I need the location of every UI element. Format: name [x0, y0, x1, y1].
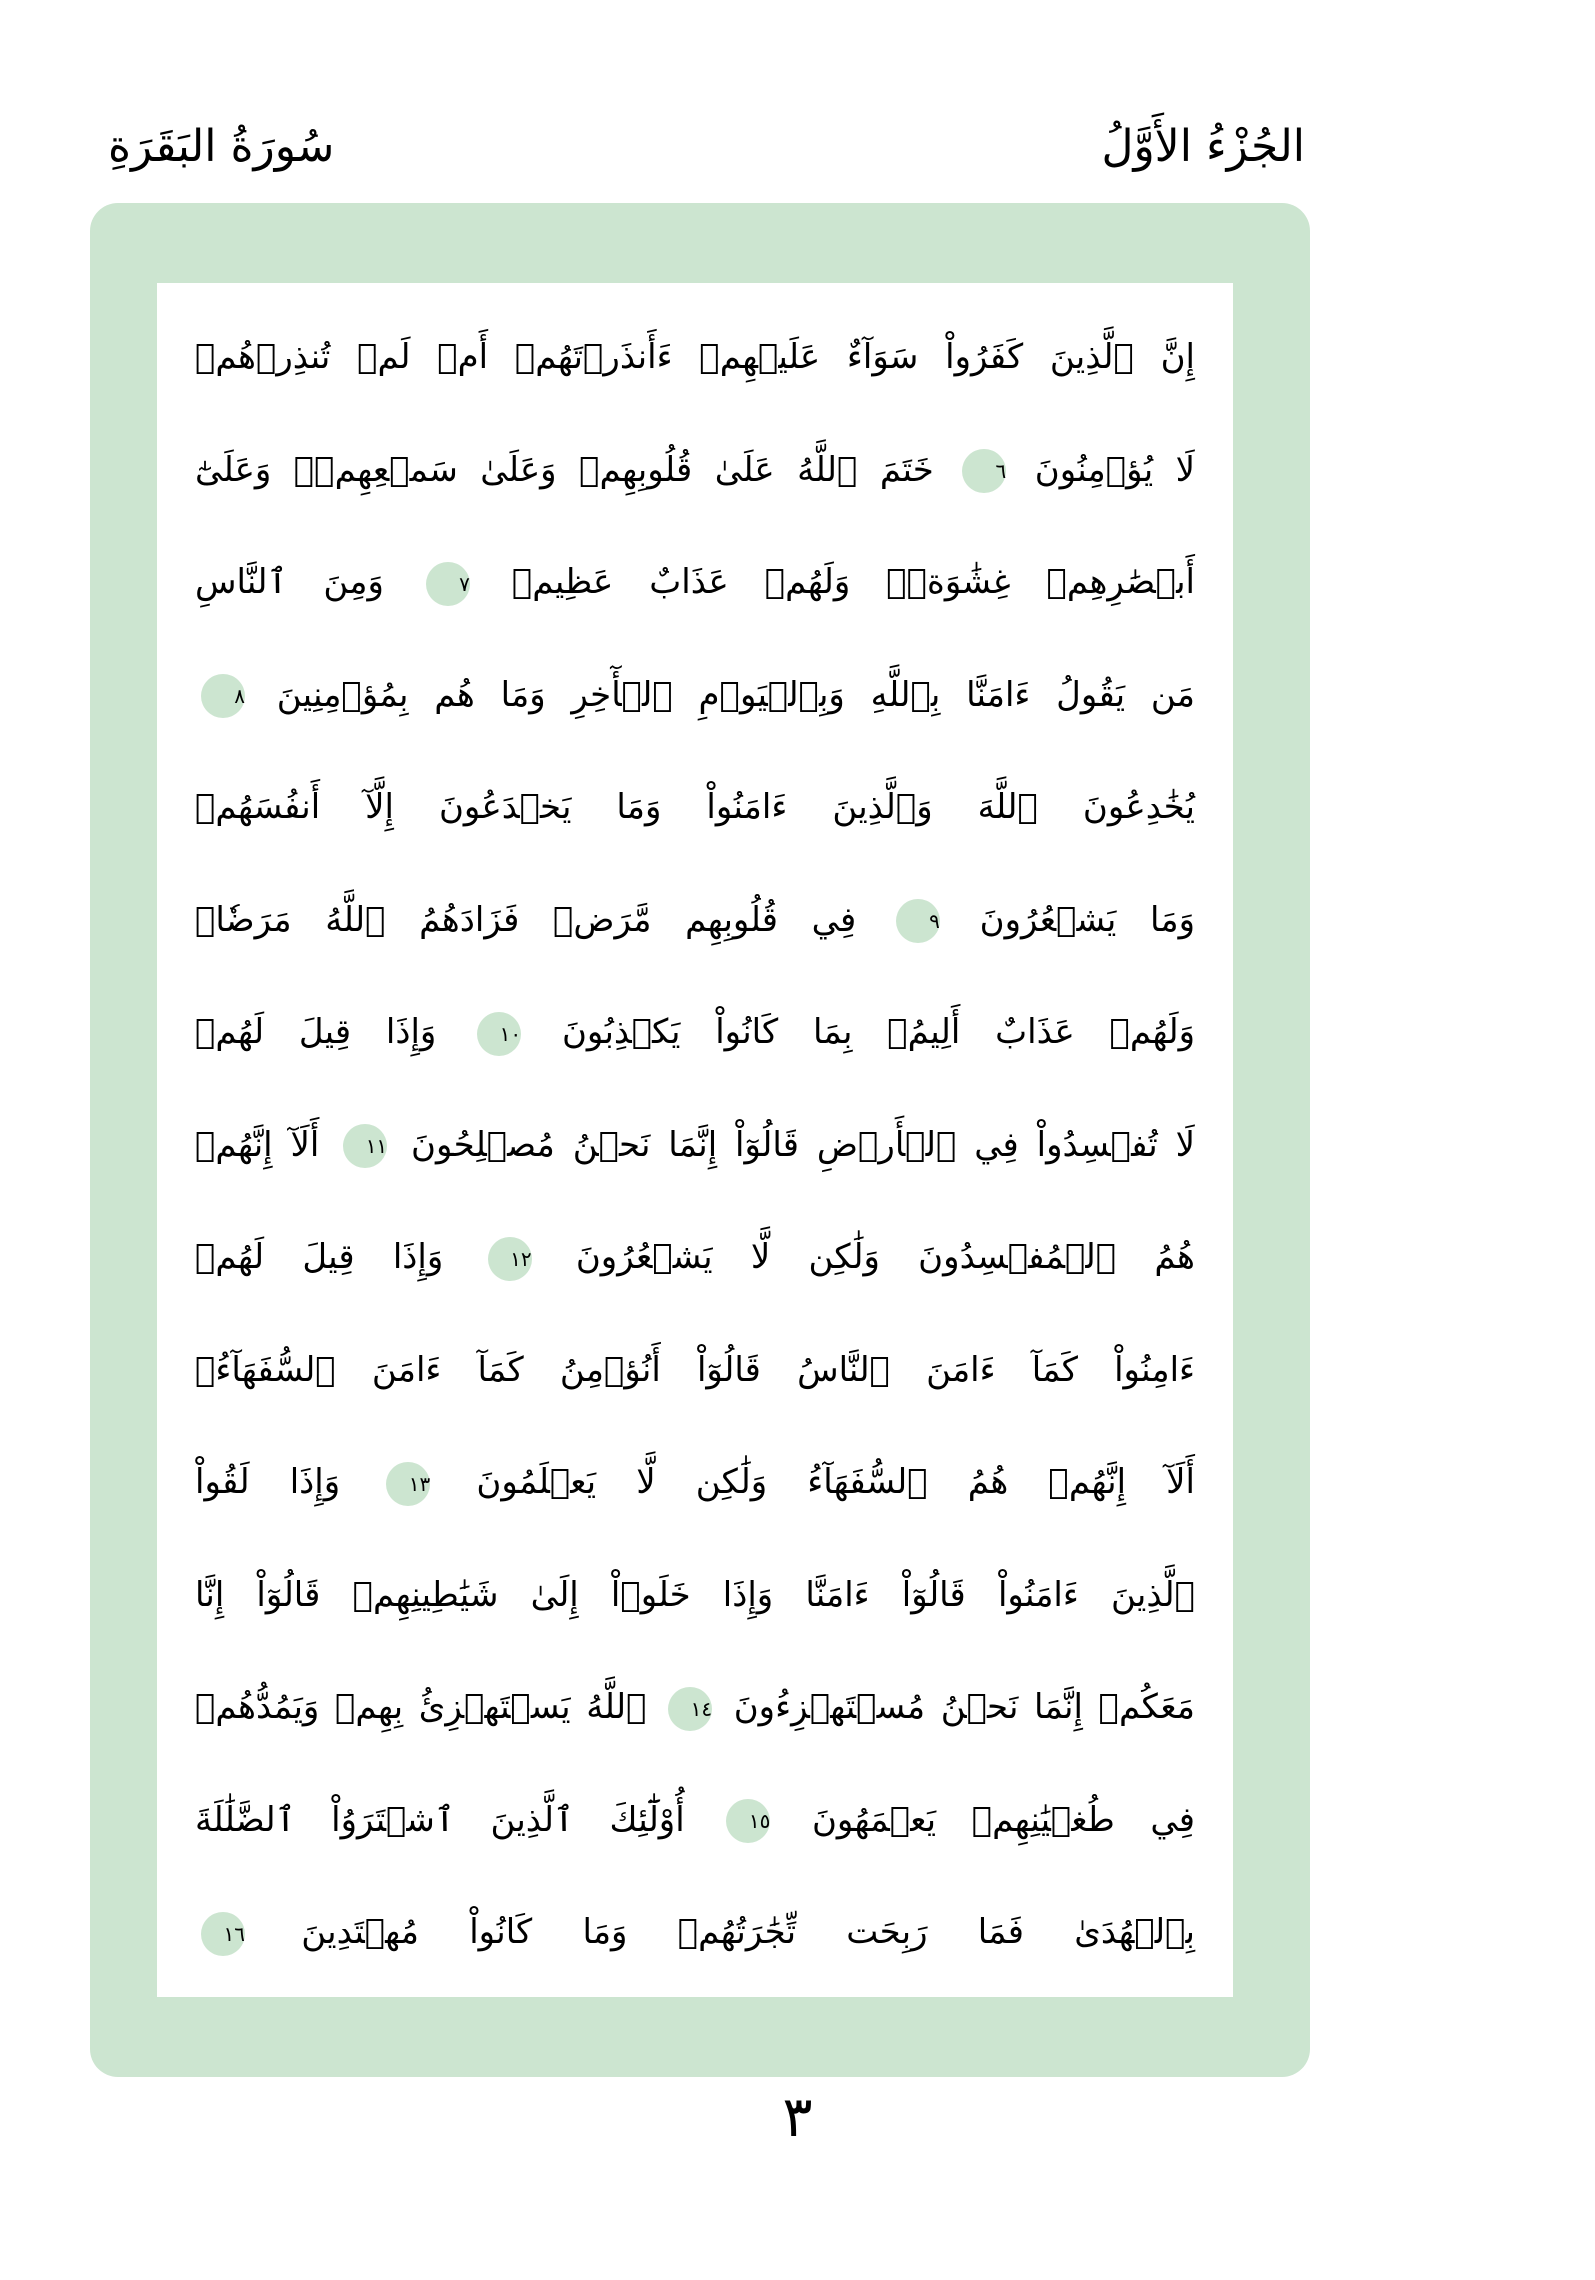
line-text: ٱلَّذِينَ ءَامَنُواْ قَالُوٓاْ ءَامَنَّا وَإِذَا خَلَوۡاْ إِلَىٰ شَيَٰطِينِهِمۡ قَالُوٓاْ إِنَّا	[195, 1574, 1195, 1615]
line-text: مَن يَقُولُ ءَامَنَّا بِٱللَّهِ وَبِٱلۡيَوۡمِ ٱلۡأٓخِرِ وَمَا هُم بِمُؤۡمِنِينَ	[276, 674, 1195, 715]
line-text-continued: فِي قُلُوبِهِم مَّرَضٞ فَزَادَهُمُ ٱللَّهُ مَرَضٗاۖ	[195, 899, 857, 940]
quran-line	[195, 1426, 1195, 1539]
quran-line	[195, 1201, 1195, 1314]
quran-lines	[195, 301, 1195, 1989]
ayah-number-marker: ١٦	[201, 1912, 245, 1956]
quran-line	[195, 414, 1195, 527]
line-text: لَا يُؤۡمِنُونَ	[1034, 449, 1196, 490]
quran-line	[195, 301, 1195, 414]
line-text: مَعَكُمۡ إِنَّمَا نَحۡنُ مُسۡتَهۡزِءُونَ	[733, 1687, 1195, 1727]
line-text: وَلَهُمۡ عَذَابٌ أَلِيمُۢ بِمَا كَانُواْ يَكۡذِبُونَ	[561, 1012, 1196, 1052]
quran-line	[195, 1876, 1195, 1989]
line-text-continued: أَلَآ إِنَّهُمۡ	[195, 1124, 320, 1165]
line-text-continued: وَمِنَ ٱلنَّاسِ	[195, 562, 384, 602]
page-number: ٣	[782, 2085, 813, 2150]
line-text: ءَامِنُواْ كَمَآ ءَامَنَ ٱلنَّاسُ قَالُوٓاْ أَنُؤۡمِنُ كَمَآ ءَامَنَ ٱلسُّفَهَآءُۗ	[195, 1349, 1195, 1390]
ayah-number-marker: ١٥	[726, 1799, 770, 1843]
ayah-number-marker: ١٣	[386, 1462, 430, 1506]
text-panel	[157, 283, 1233, 1997]
juz-title: الجُزْءُ الأَوَّلُ	[1101, 121, 1305, 172]
line-text: هُمُ ٱلۡمُفۡسِدُونَ وَلَٰكِن لَّا يَشۡعُرُونَ	[575, 1237, 1195, 1277]
surah-title: سُورَةُ البَقَرَةِ	[108, 121, 335, 172]
line-text-continued: ٱللَّهُ يَسۡتَهۡزِئُ بِهِمۡ وَيَمُدُّهُمۡ	[195, 1687, 647, 1727]
line-text: إِنَّ ٱلَّذِينَ كَفَرُواْ سَوَآءٌ عَلَيۡهِمۡ ءَأَنذَرۡتَهُمۡ أَمۡ لَمۡ تُنذِرۡهُمۡ	[195, 337, 1195, 377]
quran-line	[195, 976, 1195, 1089]
line-text-continued: أُوْلَٰٓئِكَ ٱلَّذِينَ ٱشۡتَرَوُاْ ٱلضَّلَٰلَةَ	[195, 1799, 685, 1840]
ayah-number-marker: ٨	[201, 674, 245, 718]
quran-line	[195, 751, 1195, 864]
quran-line	[195, 1089, 1195, 1202]
ayah-number-marker: ٧	[426, 562, 470, 606]
ayah-number-marker: ١٤	[668, 1687, 712, 1731]
line-text-continued: وَإِذَا لَقُواْ	[195, 1462, 341, 1502]
quran-line	[195, 1651, 1195, 1764]
ayah-number-marker: ٩	[896, 899, 940, 943]
line-text: وَمَا يَشۡعُرُونَ	[979, 899, 1195, 940]
ayah-number-marker: ١١	[343, 1124, 387, 1168]
line-text: بِٱلۡهُدَىٰ فَمَا رَبِحَت تِّجَٰرَتُهُمۡ وَمَا كَانُواْ مُهۡتَدِينَ	[301, 1912, 1195, 1952]
ayah-number-marker: ١٢	[488, 1237, 532, 1281]
quran-line	[195, 1764, 1195, 1877]
quran-line	[195, 1539, 1195, 1652]
ayah-number-marker: ١٠	[477, 1012, 521, 1056]
line-text-continued: وَإِذَا قِيلَ لَهُمۡ	[195, 1012, 437, 1052]
line-text: لَا تُفۡسِدُواْ فِي ٱلۡأَرۡضِ قَالُوٓاْ إِنَّمَا نَحۡنُ مُصۡلِحُونَ	[411, 1124, 1195, 1165]
line-text: يُخَٰدِعُونَ ٱللَّهَ وَٱلَّذِينَ ءَامَنُواْ وَمَا يَخۡدَعُونَ إِلَّآ أَنفُسَهُمۡ	[195, 787, 1195, 827]
ayah-number-marker: ٦	[962, 449, 1006, 493]
quran-line	[195, 639, 1195, 752]
line-text: أَلَآ إِنَّهُمۡ هُمُ ٱلسُّفَهَآءُ وَلَٰكِن لَّا يَعۡلَمُونَ	[476, 1462, 1195, 1502]
quran-line	[195, 526, 1195, 639]
line-text-continued: وَإِذَا قِيلَ لَهُمۡ	[195, 1237, 444, 1277]
quran-line	[195, 864, 1195, 977]
quran-line	[195, 1314, 1195, 1427]
line-text: أَبۡصَٰرِهِمۡ غِشَٰوَةٞۖ وَلَهُمۡ عَذَابٌ عَظِيمٞ	[511, 562, 1195, 602]
line-text: فِي طُغۡيَٰنِهِمۡ يَعۡمَهُونَ	[811, 1799, 1195, 1840]
line-text-continued: خَتَمَ ٱللَّهُ عَلَىٰ قُلُوبِهِمۡ وَعَلَىٰ سَمۡعِهِمۡۖ وَعَلَىٰٓ	[195, 449, 934, 490]
